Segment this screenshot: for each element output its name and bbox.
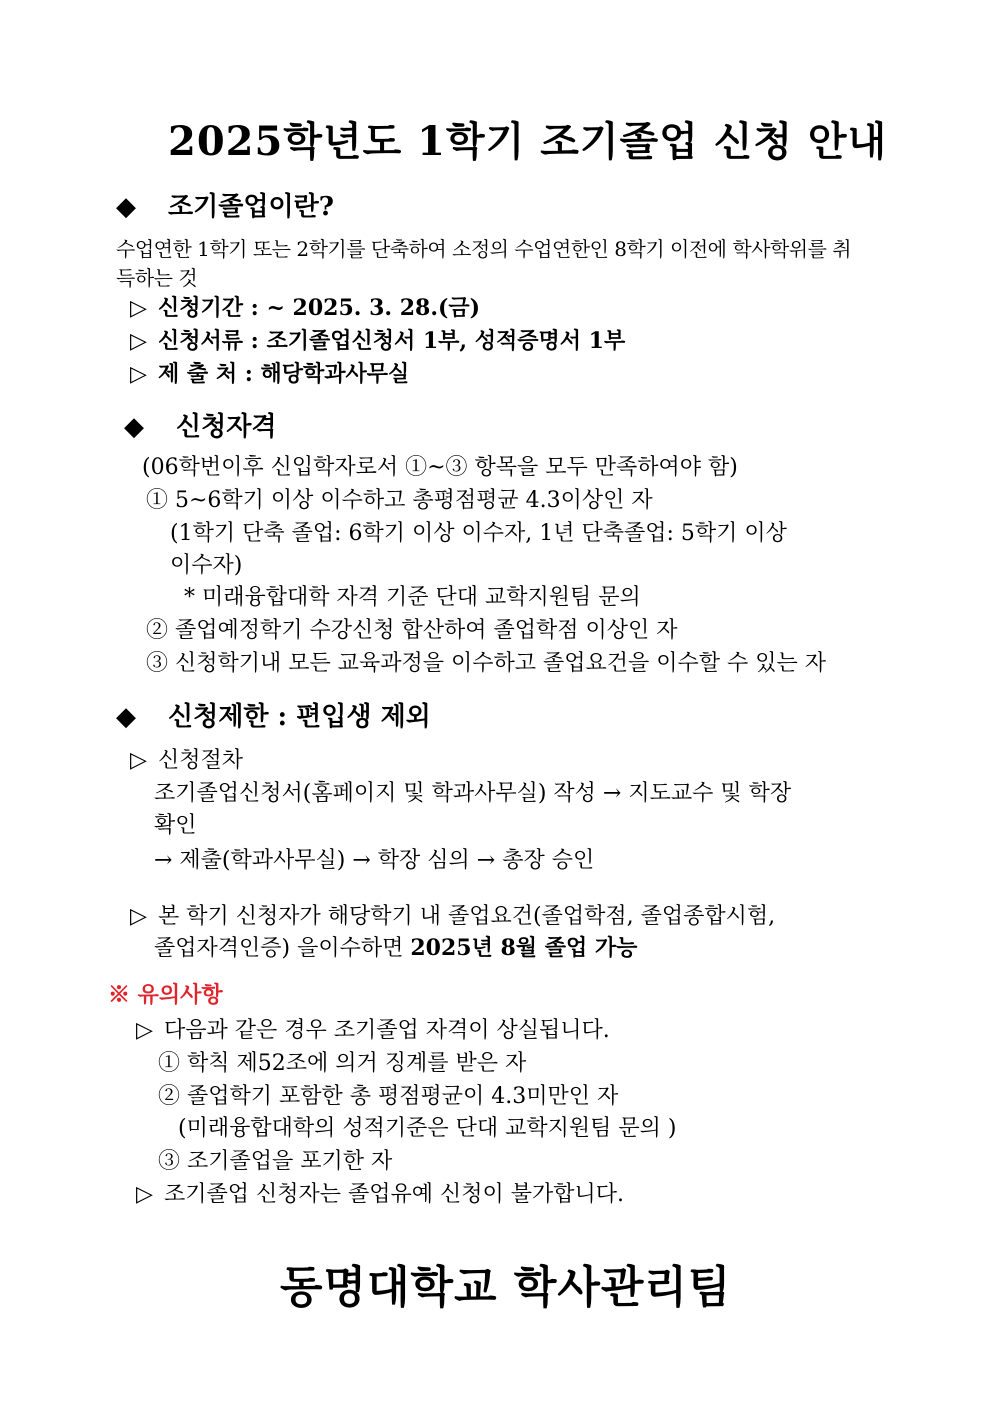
procedure-label-text: 신청절차 [158,748,244,773]
requirement-1-note-line-2: 이수자) [170,553,243,578]
definition-line-2: 득하는 것 [116,266,198,290]
requirement-1-star-note: * 미래융합대학 자격 기준 단대 교학지원팀 문의 [184,585,641,610]
graduation-line-1 [130,902,775,932]
notice-lead-text: 다음과 같은 경우 조기졸업 자격이 상실됩니다. [164,1018,610,1043]
application-period [130,293,480,323]
diamond-bullet-icon: ◆ [116,192,136,222]
notice-item-2: ② 졸업학기 포함한 총 평점평균이 4.3미만인 자 [158,1084,619,1109]
procedure-line-1: 조기졸업신청서(홈페이지 및 학과사무실) 작성 → 지도교수 및 학장 [154,781,792,806]
section-heading-text: 조기졸업이란? [168,192,334,222]
notice-item-2-note: (미래융합대학의 성적기준은 단대 교학지원팀 문의 ) [178,1116,677,1141]
triangle-bullet-icon: ▷ [130,748,147,773]
requirement-2: ② 졸업예정학기 수강신청 합산하여 졸업학점 이상인 자 [146,618,678,643]
item-text: 신청서류 : 조기졸업신청서 1부, 성적증명서 1부 [158,328,626,354]
eligibility-intro: (06학번이후 신입학자로서 ①~③ 항목을 모두 만족하여야 함) [142,455,738,480]
graduation-line-2-text: 졸업자격인증) 을이수하면 [154,936,411,961]
requirement-1: ① 5~6학기 이상 이수하고 총평점평균 4.3이상인 자 [146,488,653,513]
triangle-bullet-icon: ▷ [136,1018,153,1043]
section-heading-restriction [116,700,431,734]
notice-item-3: ③ 조기졸업을 포기한 자 [158,1149,393,1174]
page-title: 2025학년도 1학기 조기졸업 신청 안내 [168,118,888,165]
procedure-line-3: → 제출(학과사무실) → 학장 심의 → 총장 승인 [154,848,595,873]
issuer-footer: 동명대학교 학사관리팀 [280,1262,732,1313]
procedure-line-2: 확인 [154,813,197,838]
triangle-bullet-icon: ▷ [136,1182,153,1207]
application-documents [130,326,625,356]
item-text: 제 출 처 : 해당학과사무실 [158,361,410,387]
diamond-bullet-icon: ◆ [116,702,136,732]
diamond-bullet-icon: ◆ [124,412,144,442]
notice-last-text: 조기졸업 신청자는 졸업유예 신청이 불가합니다. [164,1182,625,1207]
requirement-3: ③ 신청학기내 모든 교육과정을 이수하고 졸업요건을 이수할 수 있는 자 [146,651,826,676]
definition-line-1: 수업연한 1학기 또는 2학기를 단축하여 소정의 수업연한인 8학기 이전에 학사학위를 취 [116,237,852,261]
graduation-date-emphasis: 2025년 8월 졸업 가능 [410,935,638,961]
notice-last [136,1180,624,1210]
graduation-line-1-text: 본 학기 신청자가 해당학기 내 졸업요건(졸업학점, 졸업종합시험, [158,904,776,929]
triangle-bullet-icon: ▷ [130,328,147,354]
item-text: 신청기간 : ~ 2025. 3. 28.(금) [158,295,481,321]
notice-item-1: ① 학칙 제52조에 의거 징계를 받은 자 [158,1051,527,1076]
submission-place [130,359,409,389]
notice-lead [136,1016,610,1046]
section-heading-early-graduation [116,190,334,224]
procedure-label [130,746,243,776]
triangle-bullet-icon: ▷ [130,295,147,321]
graduation-line-2 [154,933,637,964]
requirement-1-note-line-1: (1학기 단축 졸업: 6학기 이상 이수자, 1년 단축졸업: 5학기 이상 [170,521,787,546]
triangle-bullet-icon: ▷ [130,904,147,929]
section-heading-text: 신청자격 [176,412,277,442]
triangle-bullet-icon: ▷ [130,361,147,387]
notice-heading: ※ 유의사항 [108,982,223,1008]
section-heading-eligibility [124,410,276,444]
section-heading-text: 신청제한 : 편입생 제외 [168,702,431,732]
